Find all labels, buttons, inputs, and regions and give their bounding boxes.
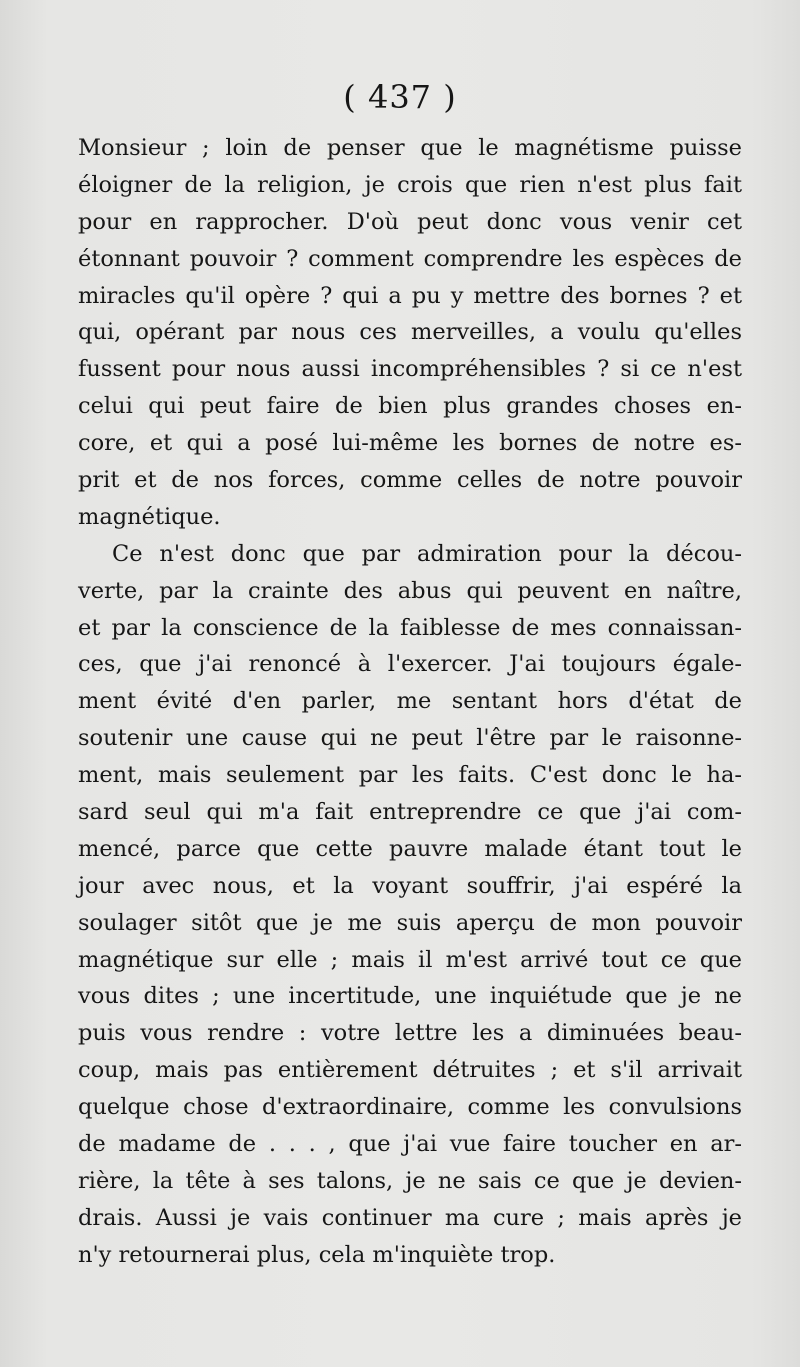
text-line: ces, que j'ai renoncé à l'exercer. J'ai toujours égale- — [78, 651, 742, 678]
text-line: core, et qui a posé lui-même les bornes de notre es- — [78, 430, 742, 457]
text-line: Ce n'est donc que par admiration pour la décou- — [112, 540, 742, 567]
text-line: ment évité d'en parler, me sentant hors d'état de — [78, 688, 742, 715]
text-line: celui qui peut faire de bien plus grandes choses en- — [78, 393, 742, 420]
text-line: rière, la tête à ses talons, je ne sais ce que je devien- — [78, 1167, 742, 1194]
text-line: quelque chose d'extraordinaire, comme les convulsions — [78, 1094, 742, 1121]
text-line: magnétique. — [78, 503, 221, 530]
body-text — [78, 130, 742, 1274]
text-line: miracles qu'il opère ? qui a pu y mettre des bornes ? et — [78, 282, 742, 309]
text-line: prit et de nos forces, comme celles de notre pouvoir — [78, 467, 742, 494]
text-line: verte, par la crainte des abus qui peuvent en naître, — [78, 577, 742, 604]
text-line: sard seul qui m'a fait entreprendre ce que j'ai com- — [78, 799, 742, 826]
text-line: et par la conscience de la faiblesse de mes connaissan- — [78, 614, 742, 641]
text-line: ment, mais seulement par les faits. C'est donc le ha- — [78, 762, 742, 789]
page-number: ( 437 ) — [343, 78, 457, 116]
text-line: pour en rapprocher. D'où peut donc vous venir cet — [78, 208, 742, 235]
text-line: magnétique sur elle ; mais il m'est arrivé tout ce que — [78, 946, 742, 973]
text-line: de madame de . . . , que j'ai vue faire toucher en ar- — [78, 1131, 742, 1158]
text-line: étonnant pouvoir ? comment comprendre les espèces de — [78, 245, 742, 272]
text-line: puis vous rendre : votre lettre les a diminuées beau- — [78, 1020, 742, 1047]
text-line: qui, opérant par nous ces merveilles, a voulu qu'elles — [78, 319, 742, 346]
text-line: jour avec nous, et la voyant souffrir, j'ai espéré la — [78, 872, 742, 899]
text-line: coup, mais pas entièrement détruites ; et s'il arrivait — [78, 1057, 742, 1084]
text-line: soutenir une cause qui ne peut l'être par le raisonne- — [78, 725, 742, 752]
text-line: Monsieur ; loin de penser que le magnétisme puisse — [78, 135, 742, 161]
text-line: soulager sitôt que je me suis aperçu de mon pouvoir — [78, 909, 742, 936]
text-line: vous dites ; une incertitude, une inquiétude que je ne — [78, 983, 742, 1010]
text-line: drais. Aussi je vais continuer ma cure ; mais après je — [78, 1204, 742, 1231]
text-line: fussent pour nous aussi incompréhensibles ? si ce n'est — [78, 356, 742, 383]
text-line: mencé, parce que cette pauvre malade étant tout le — [78, 835, 742, 862]
text-line: n'y retournerai plus, cela m'inquiète trop. — [78, 1241, 556, 1268]
text-line: éloigner de la religion, je crois que rien n'est plus fait — [78, 171, 742, 198]
